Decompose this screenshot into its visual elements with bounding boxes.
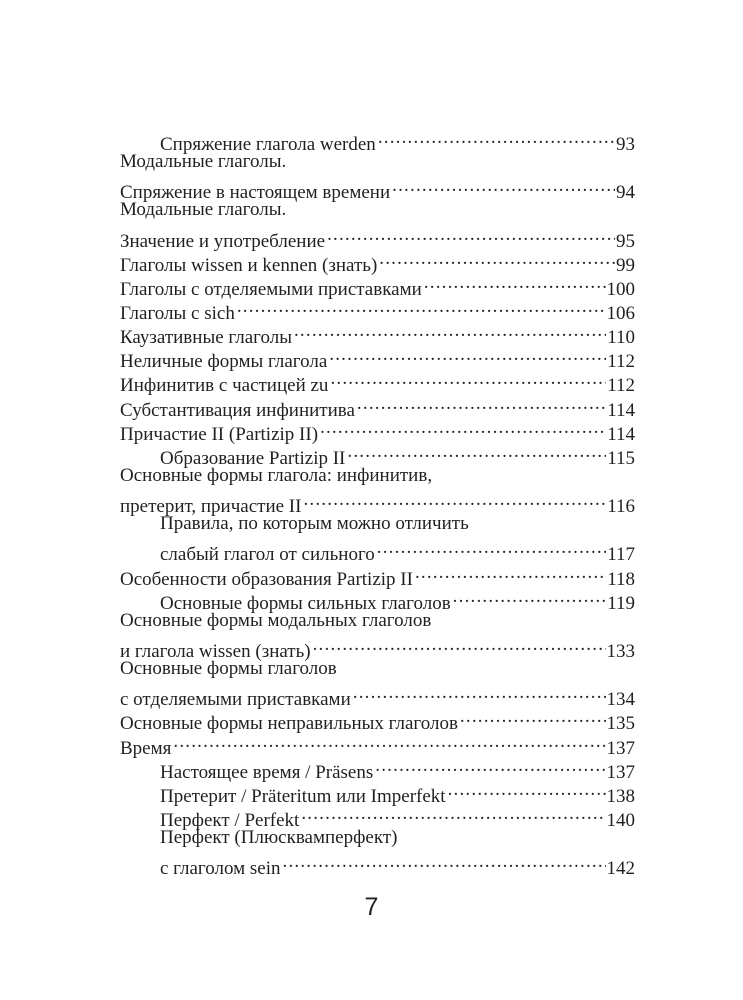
toc-entry-page: 138 (606, 785, 635, 807)
dot-leader (390, 174, 615, 198)
toc-entry-page: 117 (607, 544, 635, 566)
toc-entry (120, 464, 635, 488)
toc-entry-page: 114 (607, 423, 635, 445)
toc-entry (120, 850, 635, 880)
toc-entry-page: 118 (607, 568, 635, 590)
dot-leader (355, 392, 606, 416)
toc-entry-title: Субстантивация инфинитива (120, 399, 355, 421)
toc-entry-page: 114 (607, 399, 635, 421)
toc-entry (120, 826, 635, 850)
toc-entry-title: Основные формы глаголов (120, 658, 337, 680)
toc-entry-page: 119 (607, 592, 635, 614)
toc-entry-title: с отделяемыми приставками (120, 689, 351, 711)
toc-entry-title: Основные формы глагола: инфинитив, (120, 464, 433, 486)
toc-entry-page: 99 (616, 254, 635, 276)
toc-entry-title: Глаголы с sich (120, 302, 235, 324)
toc-entry-title: Основные формы неправильных глаголов (120, 713, 458, 735)
toc-entry-title: Спряжение в настоящем времени (120, 182, 391, 204)
dot-leader (377, 247, 615, 271)
dot-leader (301, 488, 606, 512)
toc-entry-page: 134 (606, 689, 635, 711)
dot-leader (373, 754, 605, 778)
toc-entry-title: Особенности образования Partizip II (120, 568, 413, 590)
toc-entry-page: 137 (606, 761, 635, 783)
toc-entry-page: 140 (606, 809, 635, 831)
toc-entry-title: Претерит / Präteritum или Imperfekt (160, 785, 446, 807)
dot-leader (422, 271, 606, 295)
dot-leader (376, 126, 615, 150)
toc-entry (120, 754, 635, 783)
toc-entry (120, 730, 635, 759)
toc-entry-title: с глаголом sein (160, 858, 281, 880)
toc-entry-page: 116 (607, 496, 635, 518)
toc-entry-title: Значение и употребление (120, 230, 326, 252)
toc-entry-page: 106 (606, 302, 635, 324)
dot-leader (292, 319, 606, 343)
toc-entry-page: 133 (606, 640, 635, 662)
toc-entry-title: Перфект (Плюсквамперфект) (160, 827, 398, 849)
toc-entry (120, 681, 635, 711)
toc-entry-page: 93 (616, 134, 635, 155)
toc-entry-page: 112 (607, 351, 635, 373)
dot-leader (446, 778, 606, 802)
toc-entry-title: Образование Partizip II (160, 447, 346, 469)
dot-leader (375, 536, 606, 560)
toc-entry-title: Модальные глаголы. (120, 199, 287, 221)
dot-leader (458, 705, 606, 729)
dot-leader (413, 561, 606, 585)
dot-leader (328, 367, 606, 391)
toc-entry (120, 488, 635, 518)
toc-entry (120, 223, 635, 252)
toc-entry-title: Глаголы с отделяемыми приставками (120, 278, 422, 300)
toc-entry (120, 126, 635, 155)
toc-entry-title: Спряжение глагола werden (160, 134, 376, 155)
toc-entry (120, 512, 635, 536)
toc-entry-title: Перфект / Perfekt (160, 809, 300, 831)
toc-entry-page: 135 (606, 713, 635, 735)
dot-leader (299, 802, 605, 826)
toc-entry-title: Неличные формы глагола (120, 351, 328, 373)
page-number: 7 (364, 893, 379, 921)
dot-leader (311, 633, 606, 657)
dot-leader (235, 295, 606, 319)
dot-leader (351, 681, 606, 705)
toc-entry-title: Инфинитив с частицей zu (120, 375, 329, 397)
toc-entry-page: 95 (616, 230, 635, 252)
toc-entry-page: 100 (606, 278, 635, 300)
toc-entry-title: и глагола wissen (знать) (120, 640, 311, 662)
toc-entry (120, 150, 635, 174)
toc-entry-title: Правила, по которым можно отличить (160, 513, 469, 535)
toc-entry-title: Настоящее время / Präsens (160, 761, 374, 783)
dot-leader (318, 416, 606, 440)
toc-entry (120, 609, 635, 633)
dot-leader (451, 585, 607, 609)
toc-entry-page: 112 (607, 375, 635, 397)
table-of-contents (120, 126, 635, 880)
toc-entry-page: 115 (607, 447, 635, 469)
toc-entry-title: претерит, причастие II (120, 496, 302, 518)
dot-leader (327, 343, 606, 367)
toc-entry-title: Каузативные глаголы (120, 327, 292, 349)
toc-entry-title: слабый глагол от сильного (160, 544, 375, 566)
dot-leader (171, 730, 605, 754)
dot-leader (325, 223, 615, 247)
toc-entry-title: Время (120, 737, 172, 759)
toc-entry (120, 536, 635, 566)
toc-entry-page: 137 (606, 737, 635, 759)
toc-entry-page: 110 (607, 327, 635, 349)
toc-entry (120, 657, 635, 681)
dot-leader (281, 850, 606, 874)
toc-entry (120, 174, 635, 204)
toc-entry-page: 94 (616, 182, 635, 204)
toc-entry-title: Основные формы модальных глаголов (120, 609, 432, 631)
toc-entry-title: Глаголы wissen и kennen (знать) (120, 254, 378, 276)
toc-entry-title: Причастие II (Partizip II) (120, 423, 319, 445)
toc-entry-title: Основные формы сильных глаголов (160, 592, 451, 614)
toc-entry-title: Модальные глаголы. (120, 151, 287, 173)
toc-entry-page: 142 (606, 858, 635, 880)
dot-leader (345, 440, 606, 464)
toc-entry (120, 633, 635, 662)
